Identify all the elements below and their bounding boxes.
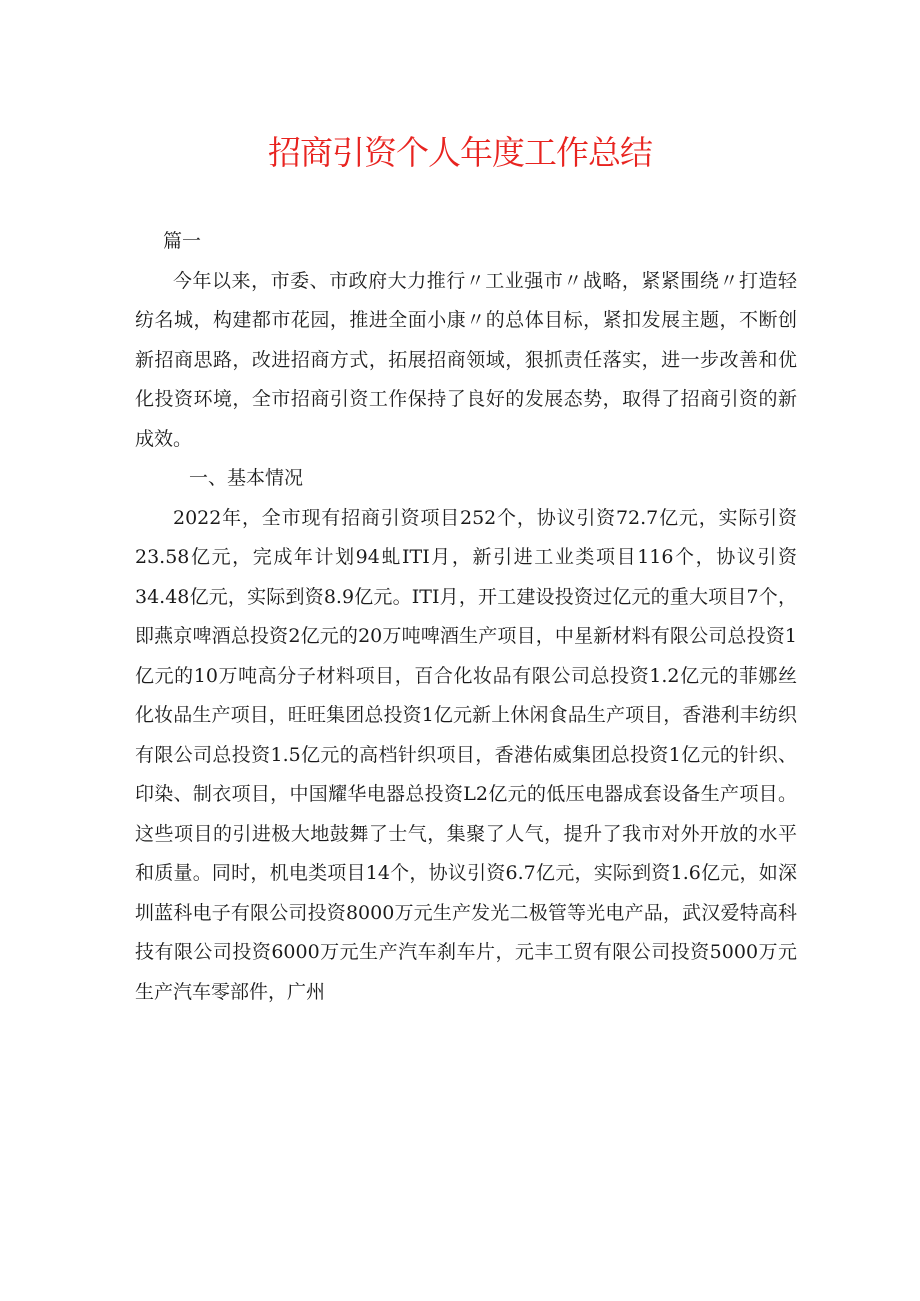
document-title: 招商引资个人年度工作总结 (268, 133, 652, 172)
section-label: 篇一 (163, 230, 202, 252)
section-heading: 一、基本情况 (189, 467, 304, 489)
intro-paragraph: 今年以来，市委、市政府大力推行〃工业强市〃战略，紧紧围绕〃打造轻纺名城，构建都市花园，推进全面小康〃的总体目标，紧扣发展主题，不断创新招商思路，改进招商方式，拓展招商领域，狠抓责任落实，进一步改善和优化投资环境，全市招商引资工作保持了良好的发展态势，取得了招商引资的新成效。 (135, 269, 797, 450)
document-body (135, 222, 797, 1012)
basic-situation-paragraph: 2022年，全市现有招商引资项目252个，协议引资72.7亿元，实际引资23.58亿元，完成年计划94虬ITI月，新引进工业类项目116个，协议引资34.48亿元，实际到资8.9亿元。ITI月，开工建设投资过亿元的重大项目7个，即燕京啤酒总投资2亿元的20万吨啤酒生产项目，中星新材料有限公司总投资1亿元的10万吨高分子材料项目，百合化妆品有限公司总投资1.2亿元的菲娜丝化妆品生产项目，旺旺集团总投资1亿元新上休闲食品生产项目，香港利丰纺织有限公司总投资1.5亿元的高档针织项目，香港佑威集团总投资1亿元的针织、印染、制衣项目，中国耀华电器总投资L2亿元的低压电器成套设备生产项目。这些项目的引进极大地鼓舞了士气，集聚了人气，提升了我市对外开放的水平和质量。同时，机电类项目14个，协议引资6.7亿元，实际到资1.6亿元，如深圳蓝科电子有限公司投资8000万元生产发光二极管等光电产品，武汉爱特高科技有限公司投资6000万元生产汽车刹车片，元丰工贸有限公司投资5000万元生产汽车零部件，广州 (135, 506, 797, 1003)
